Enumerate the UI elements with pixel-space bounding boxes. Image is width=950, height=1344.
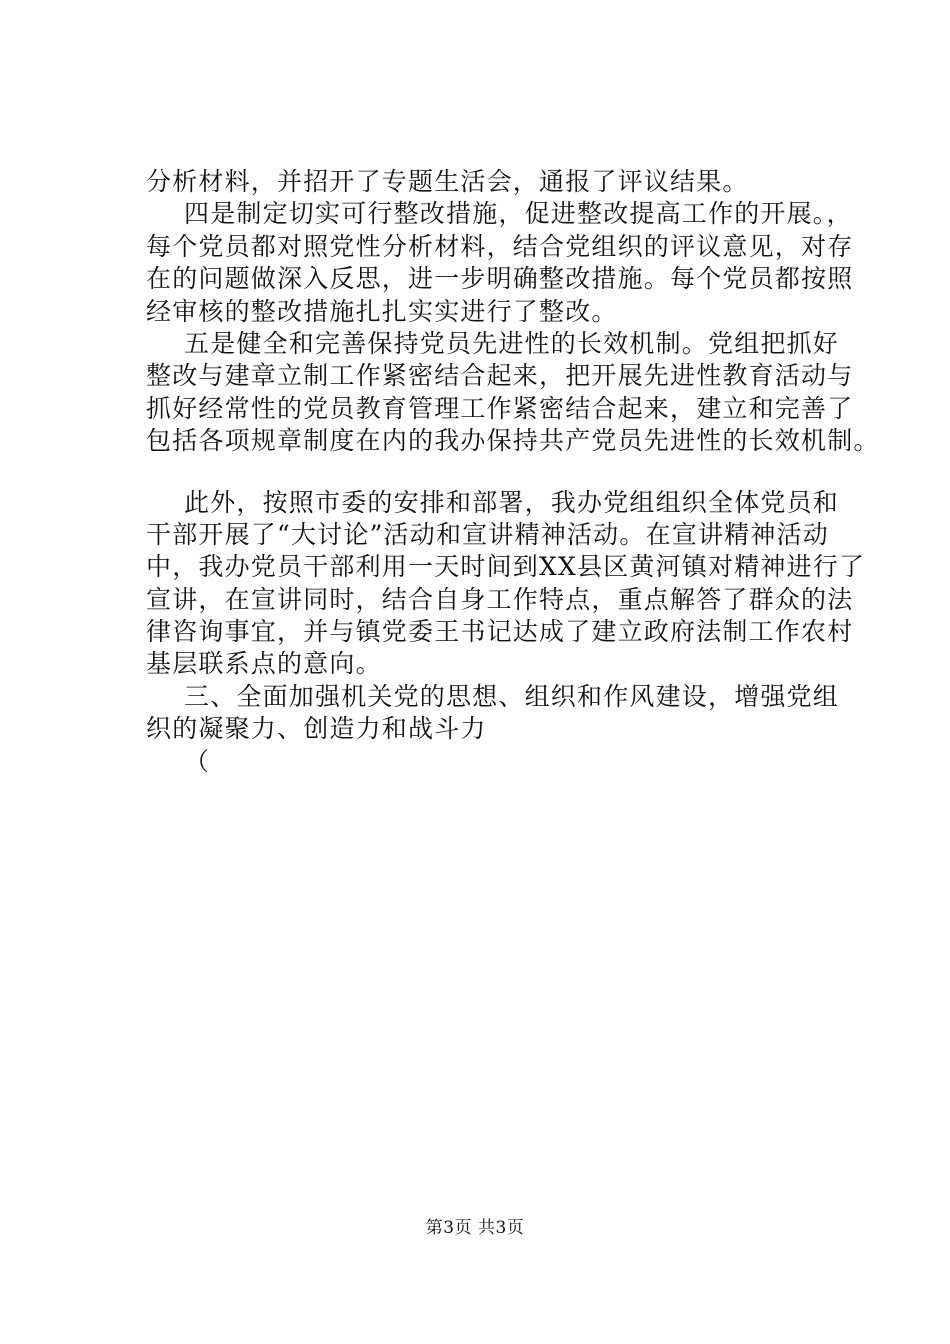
text-line: 包括各项规章制度在内的我办保持共产党员先进性的长效机制。 xyxy=(146,426,880,456)
text-line: 分析材料，并招开了专题生活会，通报了评议结果。 xyxy=(146,167,749,196)
text-line: 每个党员都对照党性分析材料，结合党组织的评议意见，对存 xyxy=(146,231,854,261)
text-line: 中，我办党员干部利用一天时间到XX县区黄河镇对精神进行了 xyxy=(146,552,866,582)
document-body xyxy=(146,166,880,778)
text-line: 四是制定切实可行整改措施，促进整改提高工作的开展。， xyxy=(184,199,853,229)
text-line: 此外，按照市委的安排和部署，我办党组组织全体党员和 xyxy=(184,487,840,517)
section-heading-line: 织的凝聚力、创造力和战斗力 xyxy=(146,714,487,744)
text-line: 五是健全和完善保持党员先进性的长效机制。党组把抓好 xyxy=(184,328,840,358)
text-line: 整改与建章立制工作紧密结合起来，把开展先进性教育活动与 xyxy=(146,361,854,391)
text-line: 抓好经常性的党员教育管理工作紧密结合起来，建立和完善了 xyxy=(146,393,854,423)
paragraph-gap xyxy=(146,458,846,487)
page-footer: 第3页 共3页 xyxy=(425,1218,525,1238)
text-line: 律咨询事宜，并与镇党委王书记达成了建立政府法制工作农村 xyxy=(146,617,854,647)
text-line: （ xyxy=(184,746,211,776)
text-line: 宣讲，在宣讲同时，结合自身工作特点，重点解答了群众的法 xyxy=(146,584,854,614)
text-line: 基层联系点的意向。 xyxy=(146,649,382,679)
text-line: 干部开展了“大讨论”活动和宣讲精神活动。在宣讲精神活动 xyxy=(146,519,829,549)
text-line: 在的问题做深入反思，进一步明确整改措施。每个党员都按照 xyxy=(146,264,854,294)
section-heading-line: 三、全面加强机关党的思想、组织和作风建设，增强党组 xyxy=(184,681,840,711)
text-line: 经审核的整改措施扎扎实实进行了整改。 xyxy=(146,296,618,326)
